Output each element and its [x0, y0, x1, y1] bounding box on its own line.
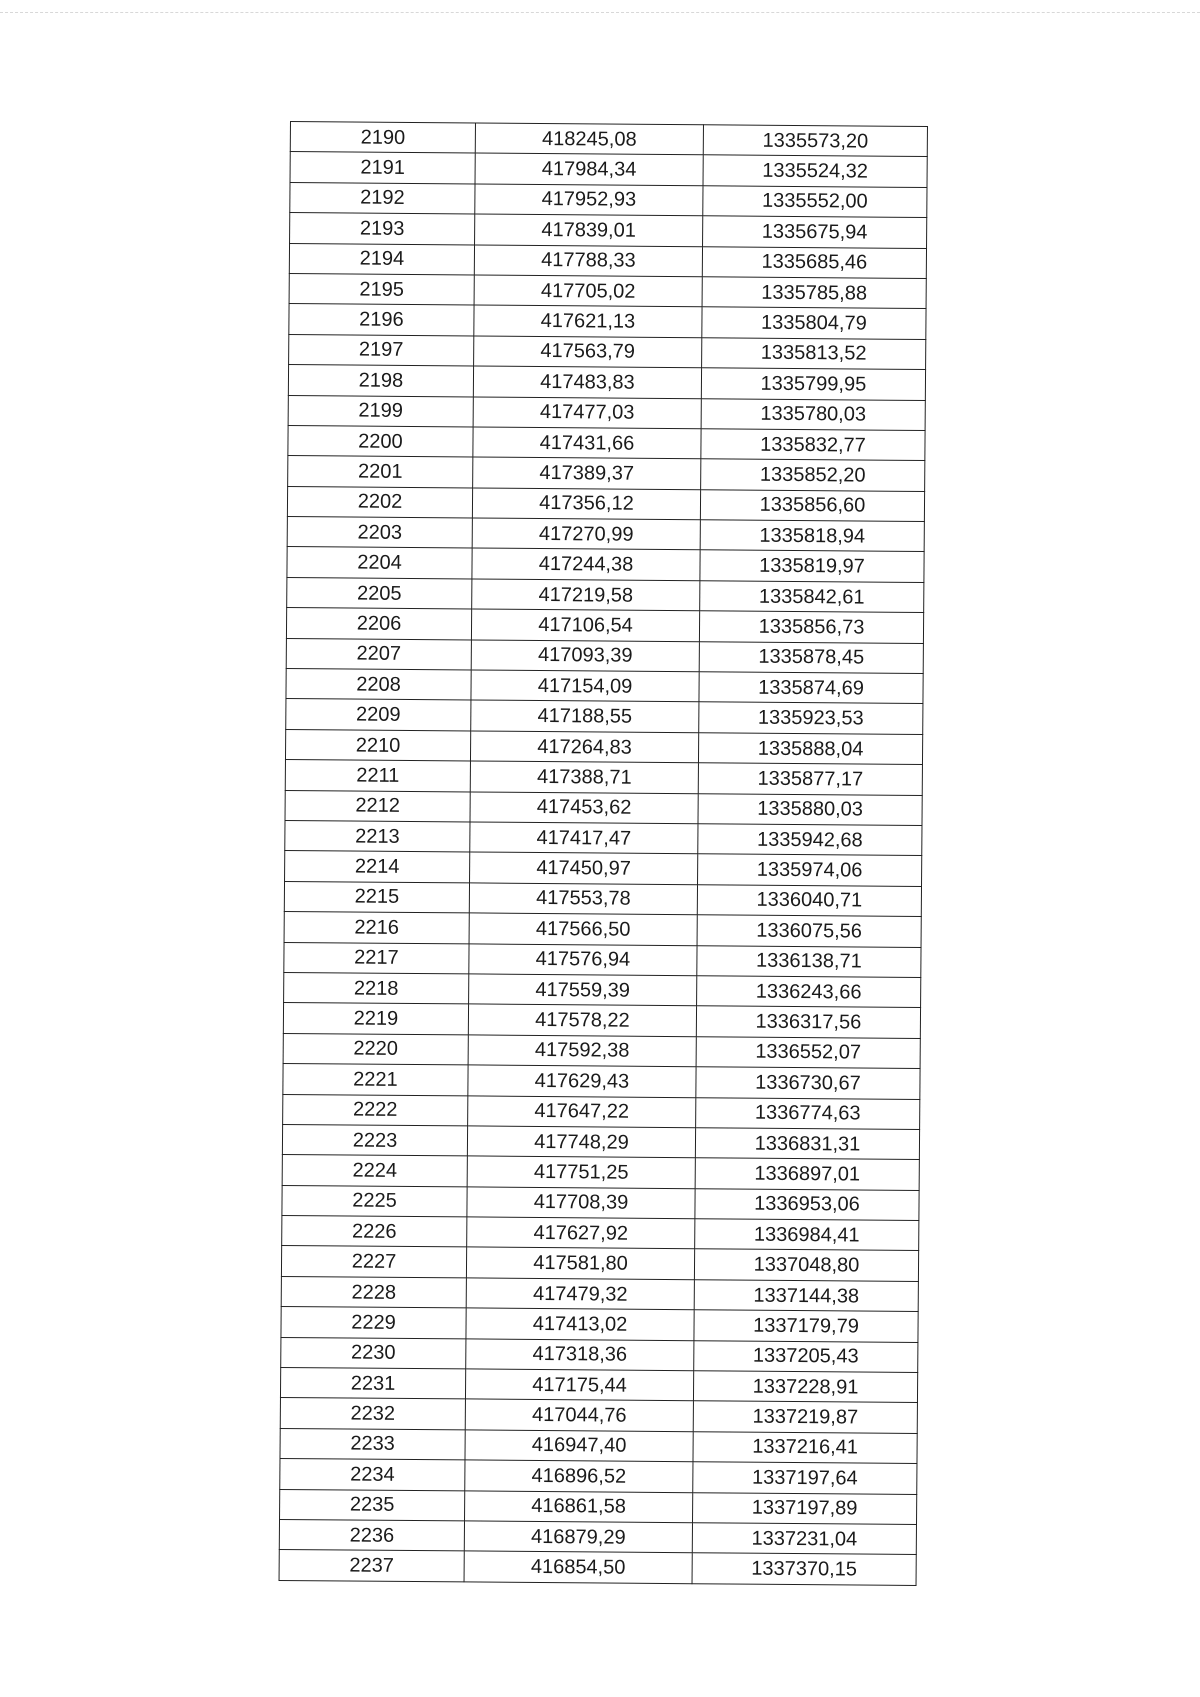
table-row	[281, 1337, 918, 1372]
x-coordinate-cell: 417748,29	[467, 1126, 695, 1158]
x-coordinate-cell: 417708,39	[467, 1187, 695, 1219]
x-coordinate-cell: 417106,54	[471, 609, 699, 641]
y-coordinate-cell: 1337231,04	[692, 1523, 916, 1555]
x-coordinate-cell: 416947,40	[465, 1430, 693, 1462]
y-coordinate-cell: 1336138,71	[697, 945, 921, 977]
y-coordinate-cell: 1336774,63	[696, 1097, 920, 1129]
point-number-cell: 2199	[288, 395, 473, 427]
x-coordinate-cell: 417627,92	[467, 1217, 695, 1249]
x-coordinate-cell: 417389,37	[473, 457, 701, 489]
y-coordinate-cell: 1335552,00	[703, 186, 927, 218]
table-row	[286, 608, 923, 643]
x-coordinate-cell: 417477,03	[473, 396, 701, 428]
x-coordinate-cell: 417431,66	[473, 427, 701, 459]
x-coordinate-cell: 417578,22	[468, 1004, 696, 1036]
table-row	[283, 1003, 920, 1038]
x-coordinate-cell: 417044,76	[465, 1399, 693, 1431]
y-coordinate-cell: 1335685,46	[702, 246, 926, 278]
x-coordinate-cell: 418245,08	[475, 123, 703, 155]
x-coordinate-cell: 417413,02	[466, 1308, 694, 1340]
table-row	[287, 517, 924, 552]
x-coordinate-cell: 417984,34	[475, 153, 703, 185]
x-coordinate-cell: 417751,25	[467, 1156, 695, 1188]
table-row	[282, 1124, 919, 1159]
x-coordinate-cell: 417559,39	[469, 974, 697, 1006]
point-number-cell: 2224	[282, 1155, 467, 1187]
x-coordinate-cell: 417581,80	[466, 1247, 694, 1279]
x-coordinate-cell: 417270,99	[472, 518, 700, 550]
y-coordinate-cell: 1337197,89	[693, 1492, 917, 1524]
table-row	[284, 881, 921, 916]
x-coordinate-cell: 417388,71	[470, 761, 698, 793]
x-coordinate-cell: 417553,78	[469, 883, 697, 915]
point-number-cell: 2191	[290, 152, 475, 184]
point-number-cell: 2236	[279, 1519, 464, 1551]
point-number-cell: 2220	[283, 1033, 468, 1065]
x-coordinate-cell: 416861,58	[465, 1490, 693, 1522]
y-coordinate-cell: 1337219,87	[693, 1401, 917, 1433]
point-number-cell: 2195	[289, 273, 474, 305]
y-coordinate-cell: 1337179,79	[694, 1310, 918, 1342]
y-coordinate-cell: 1336075,56	[697, 915, 921, 947]
y-coordinate-cell: 1335852,20	[701, 459, 925, 491]
y-coordinate-cell: 1337228,91	[693, 1371, 917, 1403]
x-coordinate-cell: 417483,83	[473, 366, 701, 398]
y-coordinate-cell: 1337216,41	[693, 1432, 917, 1464]
x-coordinate-cell: 417788,33	[474, 245, 702, 277]
table-row	[289, 304, 926, 339]
y-coordinate-cell: 1336040,71	[697, 884, 921, 916]
table-row	[283, 1033, 920, 1068]
scan-page-edge	[0, 12, 1200, 13]
point-number-cell: 2212	[285, 790, 470, 822]
table-row	[279, 1550, 916, 1585]
x-coordinate-cell: 417175,44	[465, 1369, 693, 1401]
point-number-cell: 2225	[282, 1185, 467, 1217]
table-row	[288, 425, 925, 460]
table-row	[288, 395, 925, 430]
point-number-cell: 2223	[282, 1124, 467, 1156]
y-coordinate-cell: 1335888,04	[698, 733, 922, 765]
y-coordinate-cell: 1335856,73	[699, 611, 923, 643]
y-coordinate-cell: 1336984,41	[695, 1219, 919, 1251]
point-number-cell: 2219	[283, 1003, 468, 1035]
x-coordinate-cell: 417705,02	[474, 275, 702, 307]
x-coordinate-cell: 417318,36	[466, 1339, 694, 1371]
point-number-cell: 2228	[281, 1276, 466, 1308]
y-coordinate-cell: 1335799,95	[701, 368, 925, 400]
x-coordinate-cell: 417453,62	[470, 792, 698, 824]
y-coordinate-cell: 1337048,80	[694, 1249, 918, 1281]
x-coordinate-cell: 417188,55	[471, 700, 699, 732]
coordinates-table-body	[279, 122, 927, 1586]
y-coordinate-cell: 1335923,53	[699, 702, 923, 734]
y-coordinate-cell: 1335974,06	[698, 854, 922, 886]
table-row	[286, 669, 923, 704]
point-number-cell: 2209	[286, 699, 471, 731]
point-number-cell: 2206	[286, 608, 471, 640]
x-coordinate-cell: 417952,93	[475, 184, 703, 216]
table-row	[281, 1276, 918, 1311]
point-number-cell: 2222	[283, 1094, 468, 1126]
table-row	[290, 213, 927, 248]
x-coordinate-cell: 416896,52	[465, 1460, 693, 1492]
point-number-cell: 2221	[283, 1064, 468, 1096]
y-coordinate-cell: 1335880,03	[698, 793, 922, 825]
table-row	[281, 1246, 918, 1281]
point-number-cell: 2196	[289, 304, 474, 336]
table-row	[280, 1398, 917, 1433]
y-coordinate-cell: 1335942,68	[698, 824, 922, 856]
point-number-cell: 2215	[284, 881, 469, 913]
y-coordinate-cell: 1337370,15	[692, 1553, 916, 1585]
y-coordinate-cell: 1335818,94	[700, 520, 924, 552]
table-row	[279, 1519, 916, 1554]
point-number-cell: 2229	[281, 1307, 466, 1339]
y-coordinate-cell: 1336897,01	[695, 1158, 919, 1190]
table-row	[288, 456, 925, 491]
table-row	[285, 820, 922, 855]
table-row	[289, 243, 926, 278]
point-number-cell: 2216	[284, 912, 469, 944]
table-row	[284, 942, 921, 977]
x-coordinate-cell: 416854,50	[464, 1551, 692, 1583]
table-row	[287, 486, 924, 521]
x-coordinate-cell: 417566,50	[469, 913, 697, 945]
y-coordinate-cell: 1335842,61	[700, 581, 924, 613]
y-coordinate-cell: 1337205,43	[694, 1340, 918, 1372]
table-row	[284, 972, 921, 1007]
table-row	[287, 577, 924, 612]
point-number-cell: 2207	[286, 638, 471, 670]
coordinates-table	[279, 121, 928, 1586]
point-number-cell: 2202	[287, 486, 472, 518]
y-coordinate-cell: 1336953,06	[695, 1188, 919, 1220]
x-coordinate-cell: 417093,39	[471, 640, 699, 672]
table-row	[282, 1155, 919, 1190]
point-number-cell: 2233	[280, 1428, 465, 1460]
y-coordinate-cell: 1336552,07	[696, 1036, 920, 1068]
y-coordinate-cell: 1335856,60	[700, 489, 924, 521]
y-coordinate-cell: 1335573,20	[703, 125, 927, 157]
point-number-cell: 2198	[288, 365, 473, 397]
y-coordinate-cell: 1335785,88	[702, 277, 926, 309]
point-number-cell: 2214	[285, 851, 470, 883]
y-coordinate-cell: 1335819,97	[700, 550, 924, 582]
y-coordinate-cell: 1335832,77	[701, 429, 925, 461]
table-row	[282, 1185, 919, 1220]
table-row	[289, 334, 926, 369]
table-row	[285, 851, 922, 886]
point-number-cell: 2194	[289, 243, 474, 275]
y-coordinate-cell: 1336730,67	[696, 1067, 920, 1099]
table-row	[283, 1094, 920, 1129]
x-coordinate-cell: 417592,38	[468, 1035, 696, 1067]
table-row	[288, 365, 925, 400]
point-number-cell: 2235	[280, 1489, 465, 1521]
table-row	[285, 729, 922, 764]
y-coordinate-cell: 1337144,38	[694, 1280, 918, 1312]
y-coordinate-cell: 1337197,64	[693, 1462, 917, 1494]
point-number-cell: 2218	[284, 972, 469, 1004]
y-coordinate-cell: 1335877,17	[698, 763, 922, 795]
x-coordinate-cell: 417576,94	[469, 943, 697, 975]
point-number-cell: 2230	[281, 1337, 466, 1369]
x-coordinate-cell: 417563,79	[474, 336, 702, 368]
x-coordinate-cell: 417264,83	[470, 731, 698, 763]
point-number-cell: 2203	[287, 517, 472, 549]
point-number-cell: 2211	[285, 760, 470, 792]
x-coordinate-cell: 417839,01	[475, 214, 703, 246]
point-number-cell: 2197	[289, 334, 474, 366]
table-row	[290, 152, 927, 187]
y-coordinate-cell: 1336831,31	[695, 1128, 919, 1160]
x-coordinate-cell: 417621,13	[474, 305, 702, 337]
table-row	[280, 1459, 917, 1494]
point-number-cell: 2227	[281, 1246, 466, 1278]
point-number-cell: 2210	[285, 729, 470, 761]
table-row	[280, 1367, 917, 1402]
y-coordinate-cell: 1335813,52	[702, 337, 926, 369]
point-number-cell: 2200	[288, 425, 473, 457]
table-row	[284, 912, 921, 947]
point-number-cell: 2201	[288, 456, 473, 488]
point-number-cell: 2205	[287, 577, 472, 609]
table-row	[285, 790, 922, 825]
y-coordinate-cell: 1336317,56	[696, 1006, 920, 1038]
y-coordinate-cell: 1335878,45	[699, 641, 923, 673]
table-row	[281, 1307, 918, 1342]
point-number-cell: 2192	[290, 182, 475, 214]
x-coordinate-cell: 417417,47	[470, 822, 698, 854]
y-coordinate-cell: 1335874,69	[699, 672, 923, 704]
y-coordinate-cell: 1335675,94	[703, 216, 927, 248]
point-number-cell: 2213	[285, 820, 470, 852]
table-row	[280, 1428, 917, 1463]
point-number-cell: 2234	[280, 1459, 465, 1491]
table-row	[289, 273, 926, 308]
x-coordinate-cell: 417450,97	[470, 852, 698, 884]
x-coordinate-cell: 417154,09	[471, 670, 699, 702]
point-number-cell: 2190	[290, 122, 475, 154]
table-row	[280, 1489, 917, 1524]
y-coordinate-cell: 1335524,32	[703, 155, 927, 187]
x-coordinate-cell: 417629,43	[468, 1065, 696, 1097]
point-number-cell: 2204	[287, 547, 472, 579]
point-number-cell: 2232	[280, 1398, 465, 1430]
x-coordinate-cell: 417219,58	[472, 579, 700, 611]
table-row	[290, 122, 927, 157]
y-coordinate-cell: 1336243,66	[697, 976, 921, 1008]
point-number-cell: 2231	[280, 1367, 465, 1399]
y-coordinate-cell: 1335804,79	[702, 307, 926, 339]
point-number-cell: 2193	[290, 213, 475, 245]
table-row	[286, 699, 923, 734]
table-row	[283, 1064, 920, 1099]
table-row	[285, 760, 922, 795]
table-row	[287, 547, 924, 582]
x-coordinate-cell: 417244,38	[472, 548, 700, 580]
point-number-cell: 2226	[282, 1216, 467, 1248]
x-coordinate-cell: 417647,22	[468, 1095, 696, 1127]
x-coordinate-cell: 417479,32	[466, 1278, 694, 1310]
table-row	[286, 638, 923, 673]
table-row	[282, 1216, 919, 1251]
point-number-cell: 2217	[284, 942, 469, 974]
x-coordinate-cell: 416879,29	[464, 1521, 692, 1553]
table-row	[290, 182, 927, 217]
point-number-cell: 2208	[286, 669, 471, 701]
point-number-cell: 2237	[279, 1550, 464, 1582]
x-coordinate-cell: 417356,12	[472, 488, 700, 520]
y-coordinate-cell: 1335780,03	[701, 398, 925, 430]
